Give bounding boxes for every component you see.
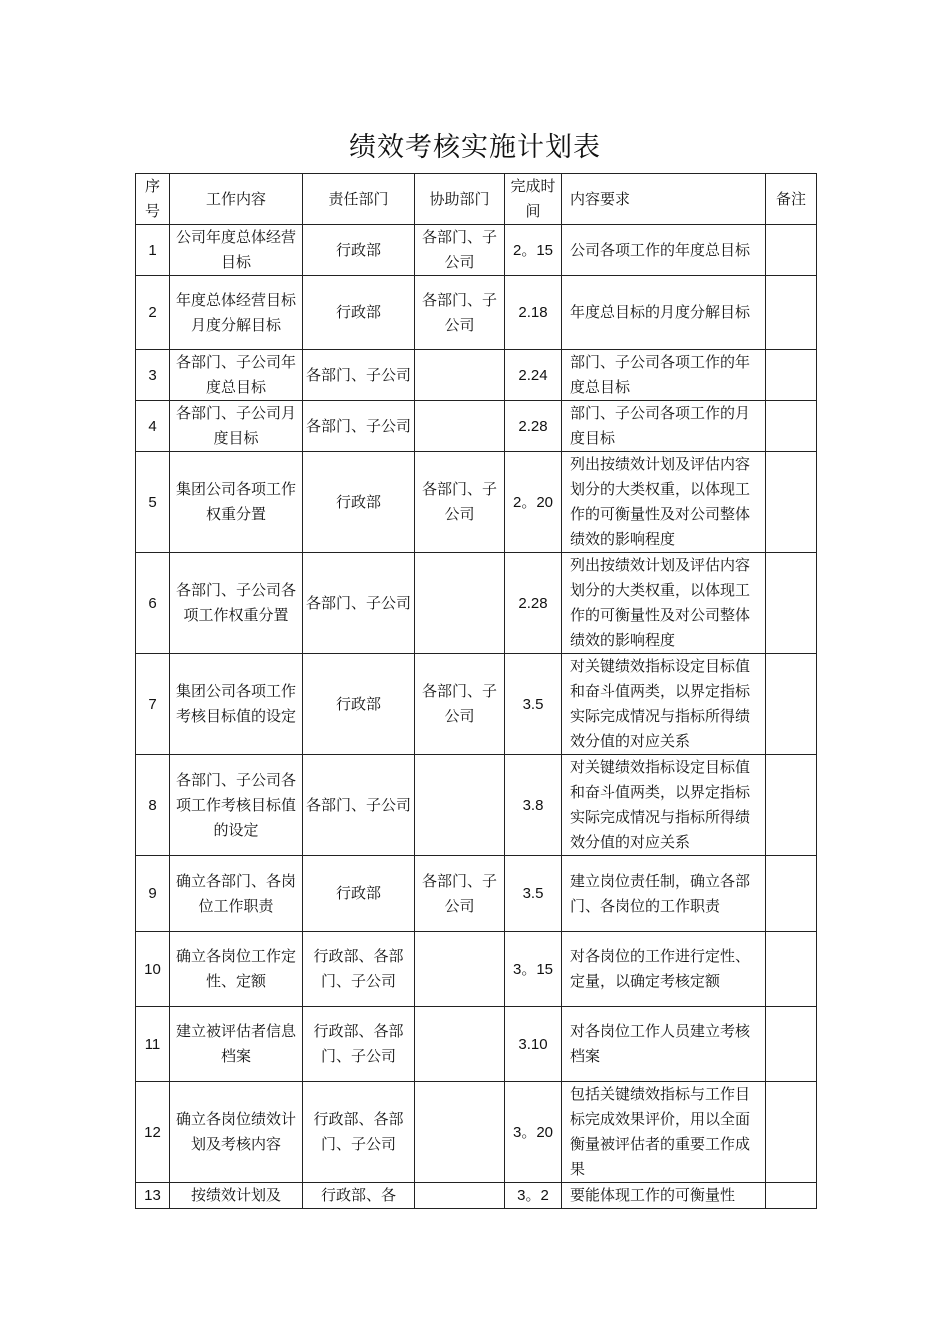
table-row — [136, 350, 817, 401]
cell-dept: 行政部 — [303, 225, 415, 276]
cell-time: 2。15 — [505, 225, 562, 276]
cell-req: 要能体现工作的可衡量性 — [562, 1183, 766, 1209]
cell-dept: 行政部、各 — [303, 1183, 415, 1209]
cell-time: 3.5 — [505, 654, 562, 755]
cell-assist: 各部门、子公司 — [415, 654, 505, 755]
cell-assist: 各部门、子公司 — [415, 276, 505, 350]
header-no: 序号 — [136, 174, 170, 225]
cell-note — [766, 932, 817, 1007]
cell-content: 确立各岗位绩效计划及考核内容 — [170, 1082, 303, 1183]
cell-note — [766, 553, 817, 654]
header-dept: 责任部门 — [303, 174, 415, 225]
cell-no: 1 — [136, 225, 170, 276]
cell-dept: 行政部 — [303, 654, 415, 755]
cell-no: 3 — [136, 350, 170, 401]
cell-no: 12 — [136, 1082, 170, 1183]
table-row — [136, 856, 817, 932]
cell-time: 3.5 — [505, 856, 562, 932]
table-row — [136, 276, 817, 350]
cell-content: 各部门、子公司月度目标 — [170, 401, 303, 452]
cell-assist — [415, 553, 505, 654]
cell-req: 对各岗位的工作进行定性、定量，以确定考核定额 — [562, 932, 766, 1007]
header-note: 备注 — [766, 174, 817, 225]
cell-time: 2.18 — [505, 276, 562, 350]
cell-req: 包括关键绩效指标与工作目标完成效果评价，用以全面衡量被评估者的重要工作成果 — [562, 1082, 766, 1183]
cell-time: 2.24 — [505, 350, 562, 401]
cell-no: 2 — [136, 276, 170, 350]
cell-note — [766, 452, 817, 553]
cell-req: 部门、子公司各项工作的月度目标 — [562, 401, 766, 452]
cell-time: 2。20 — [505, 452, 562, 553]
cell-content: 集团公司各项工作考核目标值的设定 — [170, 654, 303, 755]
cell-time: 3.10 — [505, 1007, 562, 1082]
cell-assist — [415, 755, 505, 856]
cell-note — [766, 1082, 817, 1183]
cell-assist: 各部门、子公司 — [415, 856, 505, 932]
plan-table — [135, 173, 817, 1209]
cell-dept: 各部门、子公司 — [303, 350, 415, 401]
cell-note — [766, 654, 817, 755]
table-row — [136, 755, 817, 856]
table-row — [136, 1183, 817, 1209]
cell-no: 11 — [136, 1007, 170, 1082]
cell-dept: 行政部、各部门、子公司 — [303, 1082, 415, 1183]
cell-assist — [415, 932, 505, 1007]
cell-content: 确立各岗位工作定性、定额 — [170, 932, 303, 1007]
cell-note — [766, 225, 817, 276]
cell-assist: 各部门、子公司 — [415, 452, 505, 553]
table-row — [136, 401, 817, 452]
cell-content: 各部门、子公司各项工作权重分置 — [170, 553, 303, 654]
cell-no: 13 — [136, 1183, 170, 1209]
cell-note — [766, 401, 817, 452]
header-req: 内容要求 — [562, 174, 766, 225]
cell-no: 9 — [136, 856, 170, 932]
cell-assist — [415, 350, 505, 401]
cell-dept: 行政部、各部门、子公司 — [303, 1007, 415, 1082]
cell-content: 公司年度总体经营目标 — [170, 225, 303, 276]
cell-req: 对关键绩效指标设定目标值和奋斗值两类，以界定指标实际完成情况与指标所得绩效分值的对应关系 — [562, 654, 766, 755]
cell-no: 10 — [136, 932, 170, 1007]
cell-no: 7 — [136, 654, 170, 755]
cell-content: 建立被评估者信息档案 — [170, 1007, 303, 1082]
cell-assist — [415, 1082, 505, 1183]
table-row — [136, 225, 817, 276]
cell-assist — [415, 1183, 505, 1209]
cell-dept: 各部门、子公司 — [303, 553, 415, 654]
cell-no: 4 — [136, 401, 170, 452]
cell-note — [766, 856, 817, 932]
cell-time: 2.28 — [505, 401, 562, 452]
cell-req: 列出按绩效计划及评估内容划分的大类权重，以体现工作的可衡量性及对公司整体绩效的影响程度 — [562, 553, 766, 654]
table-row — [136, 1007, 817, 1082]
cell-note — [766, 276, 817, 350]
cell-no: 8 — [136, 755, 170, 856]
cell-assist — [415, 1007, 505, 1082]
cell-assist: 各部门、子公司 — [415, 225, 505, 276]
cell-no: 5 — [136, 452, 170, 553]
cell-req: 建立岗位责任制，确立各部门、各岗位的工作职责 — [562, 856, 766, 932]
cell-time: 3。15 — [505, 932, 562, 1007]
cell-dept: 行政部、各部门、子公司 — [303, 932, 415, 1007]
cell-req: 部门、子公司各项工作的年度总目标 — [562, 350, 766, 401]
cell-content: 按绩效计划及 — [170, 1183, 303, 1209]
cell-content: 集团公司各项工作权重分置 — [170, 452, 303, 553]
cell-dept: 行政部 — [303, 452, 415, 553]
cell-req: 对关键绩效指标设定目标值和奋斗值两类，以界定指标实际完成情况与指标所得绩效分值的对应关系 — [562, 755, 766, 856]
cell-content: 各部门、子公司各项工作考核目标值的设定 — [170, 755, 303, 856]
table-row — [136, 1082, 817, 1183]
cell-no: 6 — [136, 553, 170, 654]
cell-note — [766, 1007, 817, 1082]
cell-note — [766, 1183, 817, 1209]
page-title: 绩效考核实施计划表 — [349, 132, 601, 163]
cell-note — [766, 350, 817, 401]
cell-dept: 行政部 — [303, 856, 415, 932]
header-row — [136, 174, 817, 225]
cell-time: 3.8 — [505, 755, 562, 856]
cell-req: 公司各项工作的年度总目标 — [562, 225, 766, 276]
cell-dept: 各部门、子公司 — [303, 755, 415, 856]
cell-dept: 行政部 — [303, 276, 415, 350]
cell-content: 各部门、子公司年度总目标 — [170, 350, 303, 401]
cell-req: 年度总目标的月度分解目标 — [562, 276, 766, 350]
cell-req: 列出按绩效计划及评估内容划分的大类权重，以体现工作的可衡量性及对公司整体绩效的影响程度 — [562, 452, 766, 553]
cell-time: 2.28 — [505, 553, 562, 654]
cell-content: 年度总体经营目标月度分解目标 — [170, 276, 303, 350]
cell-note — [766, 755, 817, 856]
cell-dept: 各部门、子公司 — [303, 401, 415, 452]
cell-content: 确立各部门、各岗位工作职责 — [170, 856, 303, 932]
table-row — [136, 932, 817, 1007]
table-row — [136, 452, 817, 553]
table-row — [136, 553, 817, 654]
header-assist: 协助部门 — [415, 174, 505, 225]
cell-assist — [415, 401, 505, 452]
cell-req: 对各岗位工作人员建立考核档案 — [562, 1007, 766, 1082]
header-time: 完成时间 — [505, 174, 562, 225]
header-content: 工作内容 — [170, 174, 303, 225]
cell-time: 3。2 — [505, 1183, 562, 1209]
cell-time: 3。20 — [505, 1082, 562, 1183]
table-row — [136, 654, 817, 755]
